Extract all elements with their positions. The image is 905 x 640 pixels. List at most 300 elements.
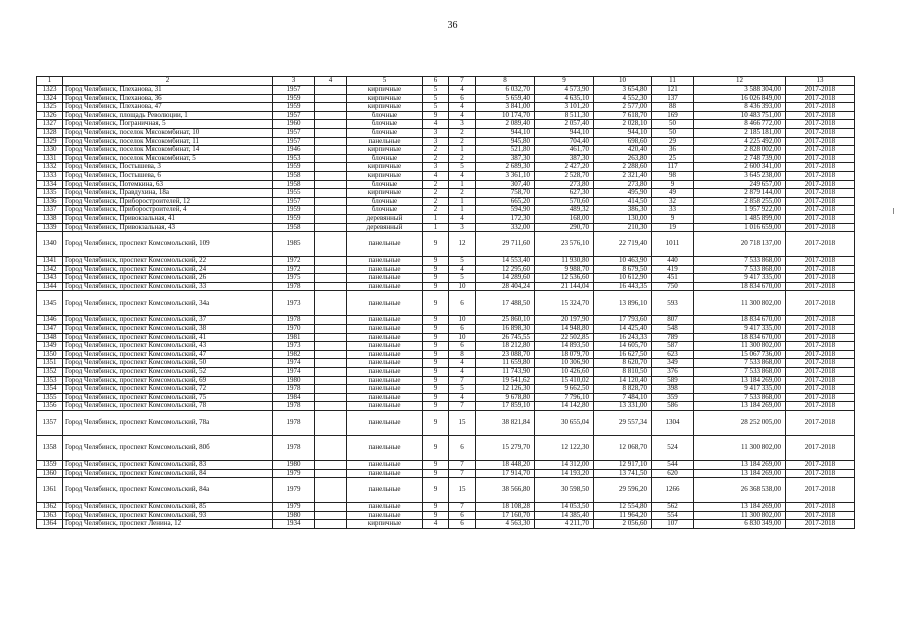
cell-total-area: 3 361,10 [476, 171, 535, 180]
table-row [37, 436, 855, 461]
cell-floors: 9 [423, 257, 449, 266]
cell-area-premises: 704,40 [535, 137, 594, 146]
cell-address: Город Челябинск, Постышева, 3 [63, 163, 273, 172]
cell-row-number: 1342 [37, 265, 63, 274]
cell-area-premises: 273,80 [535, 180, 594, 189]
cell-residents: 169 [652, 111, 694, 120]
cell-area-residential: 10 612,90 [594, 274, 652, 283]
cell-floors: 3 [423, 128, 449, 137]
cell-floors: 2 [423, 154, 449, 163]
table-row [37, 350, 855, 359]
cell-area-premises: 4 573,90 [535, 86, 594, 95]
cell-period: 2017-2018 [786, 206, 855, 215]
cell-area-residential: 8 620,70 [594, 359, 652, 368]
cell-address: Город Челябинск, площадь Революции, 1 [63, 111, 273, 120]
cell-floors: 9 [423, 265, 449, 274]
table-row [37, 214, 855, 223]
cell-cost: 13 184 269,00 [694, 461, 786, 470]
cell-year-built: 1957 [273, 86, 315, 95]
table-row [37, 385, 855, 394]
cell-area-premises: 9 988,70 [535, 265, 594, 274]
cell-col-4 [315, 385, 347, 394]
cell-residents: 36 [652, 146, 694, 155]
cell-year-built: 1958 [273, 223, 315, 232]
cell-wall-material: панельные [347, 137, 423, 146]
cell-col-4 [315, 350, 347, 359]
cell-year-built: 1957 [273, 137, 315, 146]
cell-period: 2017-2018 [786, 342, 855, 351]
cell-floors: 9 [423, 469, 449, 478]
table-row [37, 393, 855, 402]
cell-year-built: 1981 [273, 333, 315, 342]
cell-row-number: 1356 [37, 402, 63, 411]
cell-col-4 [315, 359, 347, 368]
cell-year-built: 1984 [273, 393, 315, 402]
cell-entrances: 2 [449, 189, 476, 198]
cell-wall-material: блочные [347, 197, 423, 206]
cell-cost: 7 533 868,00 [694, 257, 786, 266]
cell-wall-material: панельные [347, 376, 423, 385]
cell-cost: 6 830 349,00 [694, 520, 786, 529]
cell-col-4 [315, 333, 347, 342]
table-row [37, 197, 855, 206]
cell-year-built: 1973 [273, 342, 315, 351]
cell-total-area: 758,70 [476, 189, 535, 198]
cell-year-built: 1978 [273, 385, 315, 394]
cell-residents: 33 [652, 206, 694, 215]
cell-col-4 [315, 478, 347, 503]
cell-residents: 1266 [652, 478, 694, 503]
cell-col-4 [315, 86, 347, 95]
cell-area-residential: 8 828,70 [594, 385, 652, 394]
cell-area-premises: 944,10 [535, 128, 594, 137]
cell-row-number: 1336 [37, 197, 63, 206]
cell-cost: 2 600 341,00 [694, 163, 786, 172]
cell-area-premises: 10 426,60 [535, 368, 594, 377]
cell-row-number: 1357 [37, 411, 63, 436]
cell-residents: 50 [652, 120, 694, 129]
cell-entrances: 6 [449, 325, 476, 334]
cell-period: 2017-2018 [786, 402, 855, 411]
cell-row-number: 1364 [37, 520, 63, 529]
table-row [37, 469, 855, 478]
cell-period: 2017-2018 [786, 469, 855, 478]
cell-wall-material: панельные [347, 282, 423, 291]
cell-total-area: 16 898,30 [476, 325, 535, 334]
table-row [37, 376, 855, 385]
cell-col-4 [315, 520, 347, 529]
cell-wall-material: кирпичные [347, 146, 423, 155]
cell-total-area: 12 126,30 [476, 385, 535, 394]
cell-area-premises: 10 306,90 [535, 359, 594, 368]
cell-year-built: 1973 [273, 291, 315, 316]
cell-row-number: 1355 [37, 393, 63, 402]
cell-floors: 9 [423, 393, 449, 402]
cell-area-premises: 14 385,40 [535, 511, 594, 520]
cell-area-premises: 168,00 [535, 214, 594, 223]
cell-area-premises: 489,32 [535, 206, 594, 215]
cell-address: Город Челябинск, проспект Комсомольский, 47 [63, 350, 273, 359]
cell-entrances: 12 [449, 232, 476, 257]
cell-cost: 11 300 802,00 [694, 291, 786, 316]
cell-year-built: 1957 [273, 111, 315, 120]
cell-area-premises: 3 101,20 [535, 103, 594, 112]
cell-total-area: 11 659,80 [476, 359, 535, 368]
cell-address: Город Челябинск, проспект Комсомольский, 83 [63, 461, 273, 470]
cell-wall-material: блочные [347, 111, 423, 120]
column-header-11: 11 [652, 77, 694, 86]
cell-total-area: 3 841,00 [476, 103, 535, 112]
cell-area-residential: 16 243,33 [594, 333, 652, 342]
cell-cost: 13 184 269,00 [694, 402, 786, 411]
cell-row-number: 1339 [37, 223, 63, 232]
cell-entrances: 4 [449, 103, 476, 112]
cell-area-premises: 570,60 [535, 197, 594, 206]
cell-wall-material: блочные [347, 180, 423, 189]
cell-period: 2017-2018 [786, 325, 855, 334]
cell-cost: 2 828 002,00 [694, 146, 786, 155]
cell-entrances: 1 [449, 197, 476, 206]
cell-cost: 26 368 538,00 [694, 478, 786, 503]
cell-period: 2017-2018 [786, 359, 855, 368]
cell-area-premises: 2 057,40 [535, 120, 594, 129]
cell-period: 2017-2018 [786, 94, 855, 103]
cell-area-residential: 7 618,70 [594, 111, 652, 120]
cell-row-number: 1325 [37, 103, 63, 112]
cell-wall-material: деревянный [347, 214, 423, 223]
cell-area-residential: 130,00 [594, 214, 652, 223]
page-number: 36 [447, 20, 458, 31]
cell-total-area: 521,80 [476, 146, 535, 155]
cell-floors: 2 [423, 206, 449, 215]
cell-address: Город Челябинск, проспект Ленина, 12 [63, 520, 273, 529]
cell-address: Город Челябинск, Плеханова, 47 [63, 103, 273, 112]
cell-col-4 [315, 257, 347, 266]
cell-wall-material: панельные [347, 232, 423, 257]
cell-period: 2017-2018 [786, 411, 855, 436]
cell-wall-material: кирпичные [347, 103, 423, 112]
table-row [37, 342, 855, 351]
cell-residents: 137 [652, 94, 694, 103]
cell-area-premises: 4 211,70 [535, 520, 594, 529]
cell-residents: 419 [652, 265, 694, 274]
cell-area-residential: 386,30 [594, 206, 652, 215]
cell-row-number: 1351 [37, 359, 63, 368]
cell-col-4 [315, 469, 347, 478]
cell-cost: 9 417 335,00 [694, 274, 786, 283]
cell-period: 2017-2018 [786, 120, 855, 129]
table-row [37, 333, 855, 342]
cell-col-4 [315, 146, 347, 155]
cell-year-built: 1980 [273, 461, 315, 470]
cell-col-4 [315, 128, 347, 137]
cell-row-number: 1326 [37, 111, 63, 120]
table-row [37, 206, 855, 215]
cell-floors: 5 [423, 103, 449, 112]
cell-area-residential: 16 443,35 [594, 282, 652, 291]
cell-wall-material: панельные [347, 350, 423, 359]
cell-total-area: 307,40 [476, 180, 535, 189]
table-row [37, 520, 855, 529]
cell-period: 2017-2018 [786, 214, 855, 223]
table-row [37, 223, 855, 232]
cell-period: 2017-2018 [786, 461, 855, 470]
cell-area-premises: 14 893,50 [535, 342, 594, 351]
cell-floors: 9 [423, 333, 449, 342]
cell-area-premises: 14 053,50 [535, 503, 594, 512]
cell-total-area: 17 914,70 [476, 469, 535, 478]
cell-floors: 2 [423, 189, 449, 198]
cell-total-area: 18 108,28 [476, 503, 535, 512]
cell-entrances: 6 [449, 291, 476, 316]
table-row [37, 359, 855, 368]
cell-residents: 32 [652, 197, 694, 206]
column-header-8: 8 [476, 77, 535, 86]
cell-floors: 1 [423, 223, 449, 232]
cell-address: Город Челябинск, поселок Мясокомбинат, 11 [63, 137, 273, 146]
cell-area-premises: 627,30 [535, 189, 594, 198]
cell-entrances: 3 [449, 120, 476, 129]
cell-area-premises: 9 662,50 [535, 385, 594, 394]
table-row [37, 103, 855, 112]
cell-wall-material: кирпичные [347, 163, 423, 172]
cell-col-4 [315, 163, 347, 172]
cell-area-premises: 18 079,70 [535, 350, 594, 359]
cell-floors: 9 [423, 232, 449, 257]
cell-entrances: 10 [449, 282, 476, 291]
cell-year-built: 1979 [273, 503, 315, 512]
cell-cost: 1 485 899,00 [694, 214, 786, 223]
cell-entrances: 6 [449, 520, 476, 529]
cell-cost: 3 588 304,00 [694, 86, 786, 95]
cell-residents: 750 [652, 282, 694, 291]
cell-area-residential: 420,40 [594, 146, 652, 155]
cell-row-number: 1353 [37, 376, 63, 385]
cell-area-residential: 14 425,40 [594, 325, 652, 334]
cell-col-4 [315, 342, 347, 351]
cell-entrances: 4 [449, 171, 476, 180]
table-row [37, 94, 855, 103]
cell-residents: 562 [652, 503, 694, 512]
cell-entrances: 1 [449, 180, 476, 189]
cell-area-premises: 22 502,85 [535, 333, 594, 342]
cell-cost: 20 718 137,00 [694, 232, 786, 257]
table-row [37, 257, 855, 266]
cell-residents: 1011 [652, 232, 694, 257]
cell-residents: 620 [652, 469, 694, 478]
cell-area-residential: 3 654,80 [594, 86, 652, 95]
cell-year-built: 1980 [273, 511, 315, 520]
cell-residents: 349 [652, 359, 694, 368]
cell-entrances: 15 [449, 478, 476, 503]
cell-area-residential: 2 321,40 [594, 171, 652, 180]
cell-total-area: 172,30 [476, 214, 535, 223]
column-header-13: 13 [786, 77, 855, 86]
table-row [37, 163, 855, 172]
cell-residents: 524 [652, 436, 694, 461]
cell-entrances: 1 [449, 206, 476, 215]
cell-residents: 548 [652, 325, 694, 334]
cell-wall-material: панельные [347, 333, 423, 342]
cell-col-4 [315, 111, 347, 120]
cell-floors: 9 [423, 325, 449, 334]
cell-cost: 8 436 393,00 [694, 103, 786, 112]
cell-residents: 807 [652, 316, 694, 325]
cell-cost: 2 879 144,00 [694, 189, 786, 198]
cell-floors: 5 [423, 86, 449, 95]
cell-wall-material: кирпичные [347, 171, 423, 180]
cell-cost: 9 417 335,00 [694, 385, 786, 394]
cell-col-4 [315, 282, 347, 291]
cell-floors: 1 [423, 214, 449, 223]
cell-cost: 16 026 849,00 [694, 94, 786, 103]
cell-period: 2017-2018 [786, 137, 855, 146]
cell-area-premises: 14 142,80 [535, 402, 594, 411]
cell-address: Город Челябинск, Правдухина, 18а [63, 189, 273, 198]
cell-total-area: 387,30 [476, 154, 535, 163]
cell-wall-material: панельные [347, 325, 423, 334]
cell-col-4 [315, 214, 347, 223]
cell-entrances: 10 [449, 316, 476, 325]
cell-wall-material: панельные [347, 411, 423, 436]
cell-residents: 623 [652, 350, 694, 359]
cell-area-premises: 290,70 [535, 223, 594, 232]
cell-cost: 4 225 492,00 [694, 137, 786, 146]
cell-col-4 [315, 376, 347, 385]
cell-area-residential: 12 554,80 [594, 503, 652, 512]
cell-area-premises: 14 948,80 [535, 325, 594, 334]
cell-area-premises: 14 312,00 [535, 461, 594, 470]
cell-total-area: 23 088,70 [476, 350, 535, 359]
cell-col-4 [315, 265, 347, 274]
cell-entrances: 6 [449, 94, 476, 103]
cell-period: 2017-2018 [786, 257, 855, 266]
cell-wall-material: панельные [347, 368, 423, 377]
cell-area-residential: 2 028,10 [594, 120, 652, 129]
cell-year-built: 1934 [273, 520, 315, 529]
cell-area-residential: 8 810,50 [594, 368, 652, 377]
cell-total-area: 332,00 [476, 223, 535, 232]
cell-period: 2017-2018 [786, 436, 855, 461]
cell-floors: 9 [423, 376, 449, 385]
cell-year-built: 1985 [273, 232, 315, 257]
cell-col-4 [315, 103, 347, 112]
cell-area-premises: 8 511,30 [535, 111, 594, 120]
cell-wall-material: кирпичные [347, 86, 423, 95]
cell-row-number: 1354 [37, 385, 63, 394]
cell-period: 2017-2018 [786, 223, 855, 232]
cell-period: 2017-2018 [786, 511, 855, 520]
table-row [37, 128, 855, 137]
cell-period: 2017-2018 [786, 180, 855, 189]
cell-total-area: 12 295,60 [476, 265, 535, 274]
cell-residents: 121 [652, 86, 694, 95]
cell-row-number: 1363 [37, 511, 63, 520]
cell-residents: 1304 [652, 411, 694, 436]
cell-area-premises: 12 122,30 [535, 436, 594, 461]
cell-residents: 554 [652, 511, 694, 520]
cell-period: 2017-2018 [786, 146, 855, 155]
cell-year-built: 1953 [273, 154, 315, 163]
cell-total-area: 14 289,60 [476, 274, 535, 283]
cell-residents: 440 [652, 257, 694, 266]
cell-year-built: 1979 [273, 469, 315, 478]
cell-wall-material: панельные [347, 503, 423, 512]
cell-year-built: 1958 [273, 180, 315, 189]
cell-year-built: 1980 [273, 376, 315, 385]
column-header-6: 6 [423, 77, 449, 86]
cell-total-area: 665,20 [476, 197, 535, 206]
cell-period: 2017-2018 [786, 154, 855, 163]
cell-area-residential: 2 288,60 [594, 163, 652, 172]
cell-floors: 9 [423, 316, 449, 325]
cell-row-number: 1335 [37, 189, 63, 198]
table-body [37, 77, 855, 529]
cell-row-number: 1331 [37, 154, 63, 163]
table-row [37, 282, 855, 291]
cell-floors: 3 [423, 163, 449, 172]
cell-area-residential: 22 719,40 [594, 232, 652, 257]
cell-year-built: 1972 [273, 257, 315, 266]
cell-cost: 3 645 238,00 [694, 171, 786, 180]
cell-wall-material: блочные [347, 128, 423, 137]
cell-address: Город Челябинск, проспект Комсомольский, 109 [63, 232, 273, 257]
cell-col-4 [315, 511, 347, 520]
cell-floors: 9 [423, 385, 449, 394]
cell-entrances: 7 [449, 503, 476, 512]
cell-address: Город Челябинск, проспект Комсомольский, 43 [63, 342, 273, 351]
cell-total-area: 945,80 [476, 137, 535, 146]
cell-cost: 15 067 736,00 [694, 350, 786, 359]
cell-period: 2017-2018 [786, 478, 855, 503]
cell-address: Город Челябинск, проспект Комсомольский, 24 [63, 265, 273, 274]
cell-period: 2017-2018 [786, 232, 855, 257]
cell-area-residential: 273,80 [594, 180, 652, 189]
cell-residents: 398 [652, 385, 694, 394]
cell-year-built: 1955 [273, 189, 315, 198]
cell-year-built: 1959 [273, 206, 315, 215]
cell-total-area: 4 563,30 [476, 520, 535, 529]
cell-row-number: 1328 [37, 128, 63, 137]
cell-col-4 [315, 291, 347, 316]
cell-address: Город Челябинск, проспект Комсомольский, 84а [63, 478, 273, 503]
cell-total-area: 38 566,80 [476, 478, 535, 503]
cell-year-built: 1957 [273, 197, 315, 206]
cell-address: Город Челябинск, поселок Мясокомбинат, 10 [63, 128, 273, 137]
cell-col-4 [315, 393, 347, 402]
cell-address: Город Челябинск, Постышева, 6 [63, 171, 273, 180]
cell-total-area: 18 212,80 [476, 342, 535, 351]
cell-row-number: 1358 [37, 436, 63, 461]
cell-row-number: 1343 [37, 274, 63, 283]
register-table-container [36, 76, 854, 529]
cell-address: Город Челябинск, Приборостроителей, 4 [63, 206, 273, 215]
cell-address: Город Челябинск, проспект Комсомольский, 75 [63, 393, 273, 402]
cell-col-4 [315, 274, 347, 283]
cell-area-premises: 4 635,10 [535, 94, 594, 103]
cell-total-area: 11 743,90 [476, 368, 535, 377]
cell-year-built: 1959 [273, 214, 315, 223]
cell-wall-material: панельные [347, 511, 423, 520]
cell-area-residential: 2 056,60 [594, 520, 652, 529]
cell-area-residential: 12 068,70 [594, 436, 652, 461]
cell-row-number: 1332 [37, 163, 63, 172]
column-header-7: 7 [449, 77, 476, 86]
cell-area-residential: 14 605,70 [594, 342, 652, 351]
cell-area-premises: 2 528,70 [535, 171, 594, 180]
cell-entrances: 7 [449, 461, 476, 470]
cell-wall-material: панельные [347, 274, 423, 283]
